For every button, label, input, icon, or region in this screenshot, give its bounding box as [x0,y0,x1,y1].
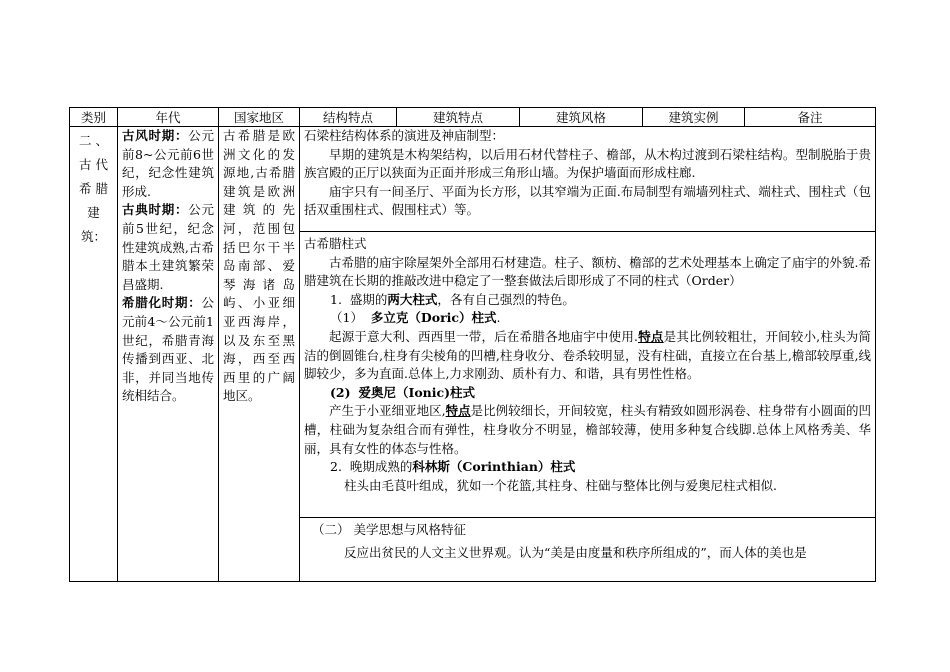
header-region: 国家地区 [219,108,300,127]
category-line: 希 腊 [79,181,108,196]
archaic-title: 古风时期： [122,128,189,143]
orders-item-1: 1. 盛期的两大柱式，各有自己强烈的特色。 [330,291,575,307]
aesthetics-para: 反应出贫民的人文主义世界观。认为“美是由度量和秩序所组成的”，而人体的美也是 [344,544,807,560]
greek-row-1 [70,127,876,232]
structure-title: 石梁柱结构体系的演进及神庙制型： [304,128,505,143]
header-notes: 备注 [745,108,876,127]
orders-section [300,232,876,518]
doric-text: 起源于意大利、西西里一带，后在希腊各地庙宇中使用.特点是其比例较粗壮，开间较小,柱头为简洁的倒圆锥台,柱身有尖棱角的凹槽,柱身收分、卷杀较明显，没有柱础，直接立在台基上,檐部较厚重,线脚较少，多为直面.总体上,力求刚劲、质朴有力、和谐，具有男性性格。 [304,328,871,382]
header-features: 建筑特点 [397,108,520,127]
header-examples: 建筑实例 [643,108,745,127]
header-era: 年代 [118,108,219,127]
classical-title: 古典时期： [122,202,189,218]
aesthetics-title: （二） 美学思想与风格特征 [312,522,466,537]
category-cell [70,127,118,582]
structure-para: 庙宇只有一间圣厅、平面为长方形，以其窄端为正面.布局制型有端墙列柱式、端柱式、围柱式（包括双重围柱式、假围柱式）等。 [304,183,871,218]
header-category: 类别 [70,108,118,127]
region-cell: 古希腊是欧洲文化的发源地,古希腊建筑是欧洲建筑的先河，范围包括巴尔干半岛南部、爱琴海诸岛屿、小亚细亚西海岸，以及东至黑海，西至西西里的广阔地区。 [219,127,300,582]
era-cell [118,127,219,582]
doric-heading: （1） 多立克（Doric）柱式. [330,310,501,326]
header-style: 建筑风格 [520,108,643,127]
header-row [70,108,876,127]
corinthian-text: 柱头由毛茛叶组成，犹如一个花篮,其柱身、柱础与整体比例与爱奥尼柱式相似. [344,477,777,493]
classical-text: 公元前5世纪，纪念性建筑成熟,古希腊本土建筑繁荣昌盛期. [122,202,214,292]
structure-section [300,127,876,232]
header-structure: 结构特点 [300,108,397,127]
hellenistic-text: 公元前4～公元前1世纪，希腊青海传播到西亚、北非，并同当地传统相结合。 [122,295,214,404]
architecture-history-table [69,107,876,582]
orders-item-2: 2. 晚期成熟的科林斯（Corinthian）柱式 [330,459,576,475]
category-line: 筑： [80,229,106,244]
hellenistic-title: 希腊化时期： [122,295,202,311]
category-line: 建 [87,205,100,220]
archaic-text: 公元前8~公元前6世纪，纪念性建筑形成. [122,128,214,199]
ionic-text: 产生于小亚细亚地区,特点是比例较细长，开间较宽，柱头有精致如圆形涡卷、柱身带有小圆面的凹槽，柱础为复杂组合而有弹性，柱身收分不明显，檐部较薄，使用多种复合线脚.总体上风格秀美、华丽，具有女性的体态与性格。 [304,403,871,456]
structure-para: 早期的建筑是木构架结构，以后用石材代替柱子、檐部，从木构过渡到石梁柱结构。型制脱胎于贵族宫殿的正厅以狭面为正面并形成三角形山墙。为保护墙面而形成柱廊. [304,146,871,181]
aesthetics-section [300,518,876,582]
orders-intro: 古希腊的庙宇除屋架外全部用石材建造。柱子、额枋、檐部的艺术处理基本上确定了庙宇的外貌.希腊建筑在长期的推敲改进中稳定了一整套做法后即形成了不同的柱式（Order） [304,254,871,289]
orders-title: 古希腊柱式 [304,236,367,251]
category-line: 二 、 [79,133,108,148]
category-line: 古 代 [79,157,108,172]
ionic-heading: (2) 爱奥尼（Ionic)柱式 [330,384,476,400]
